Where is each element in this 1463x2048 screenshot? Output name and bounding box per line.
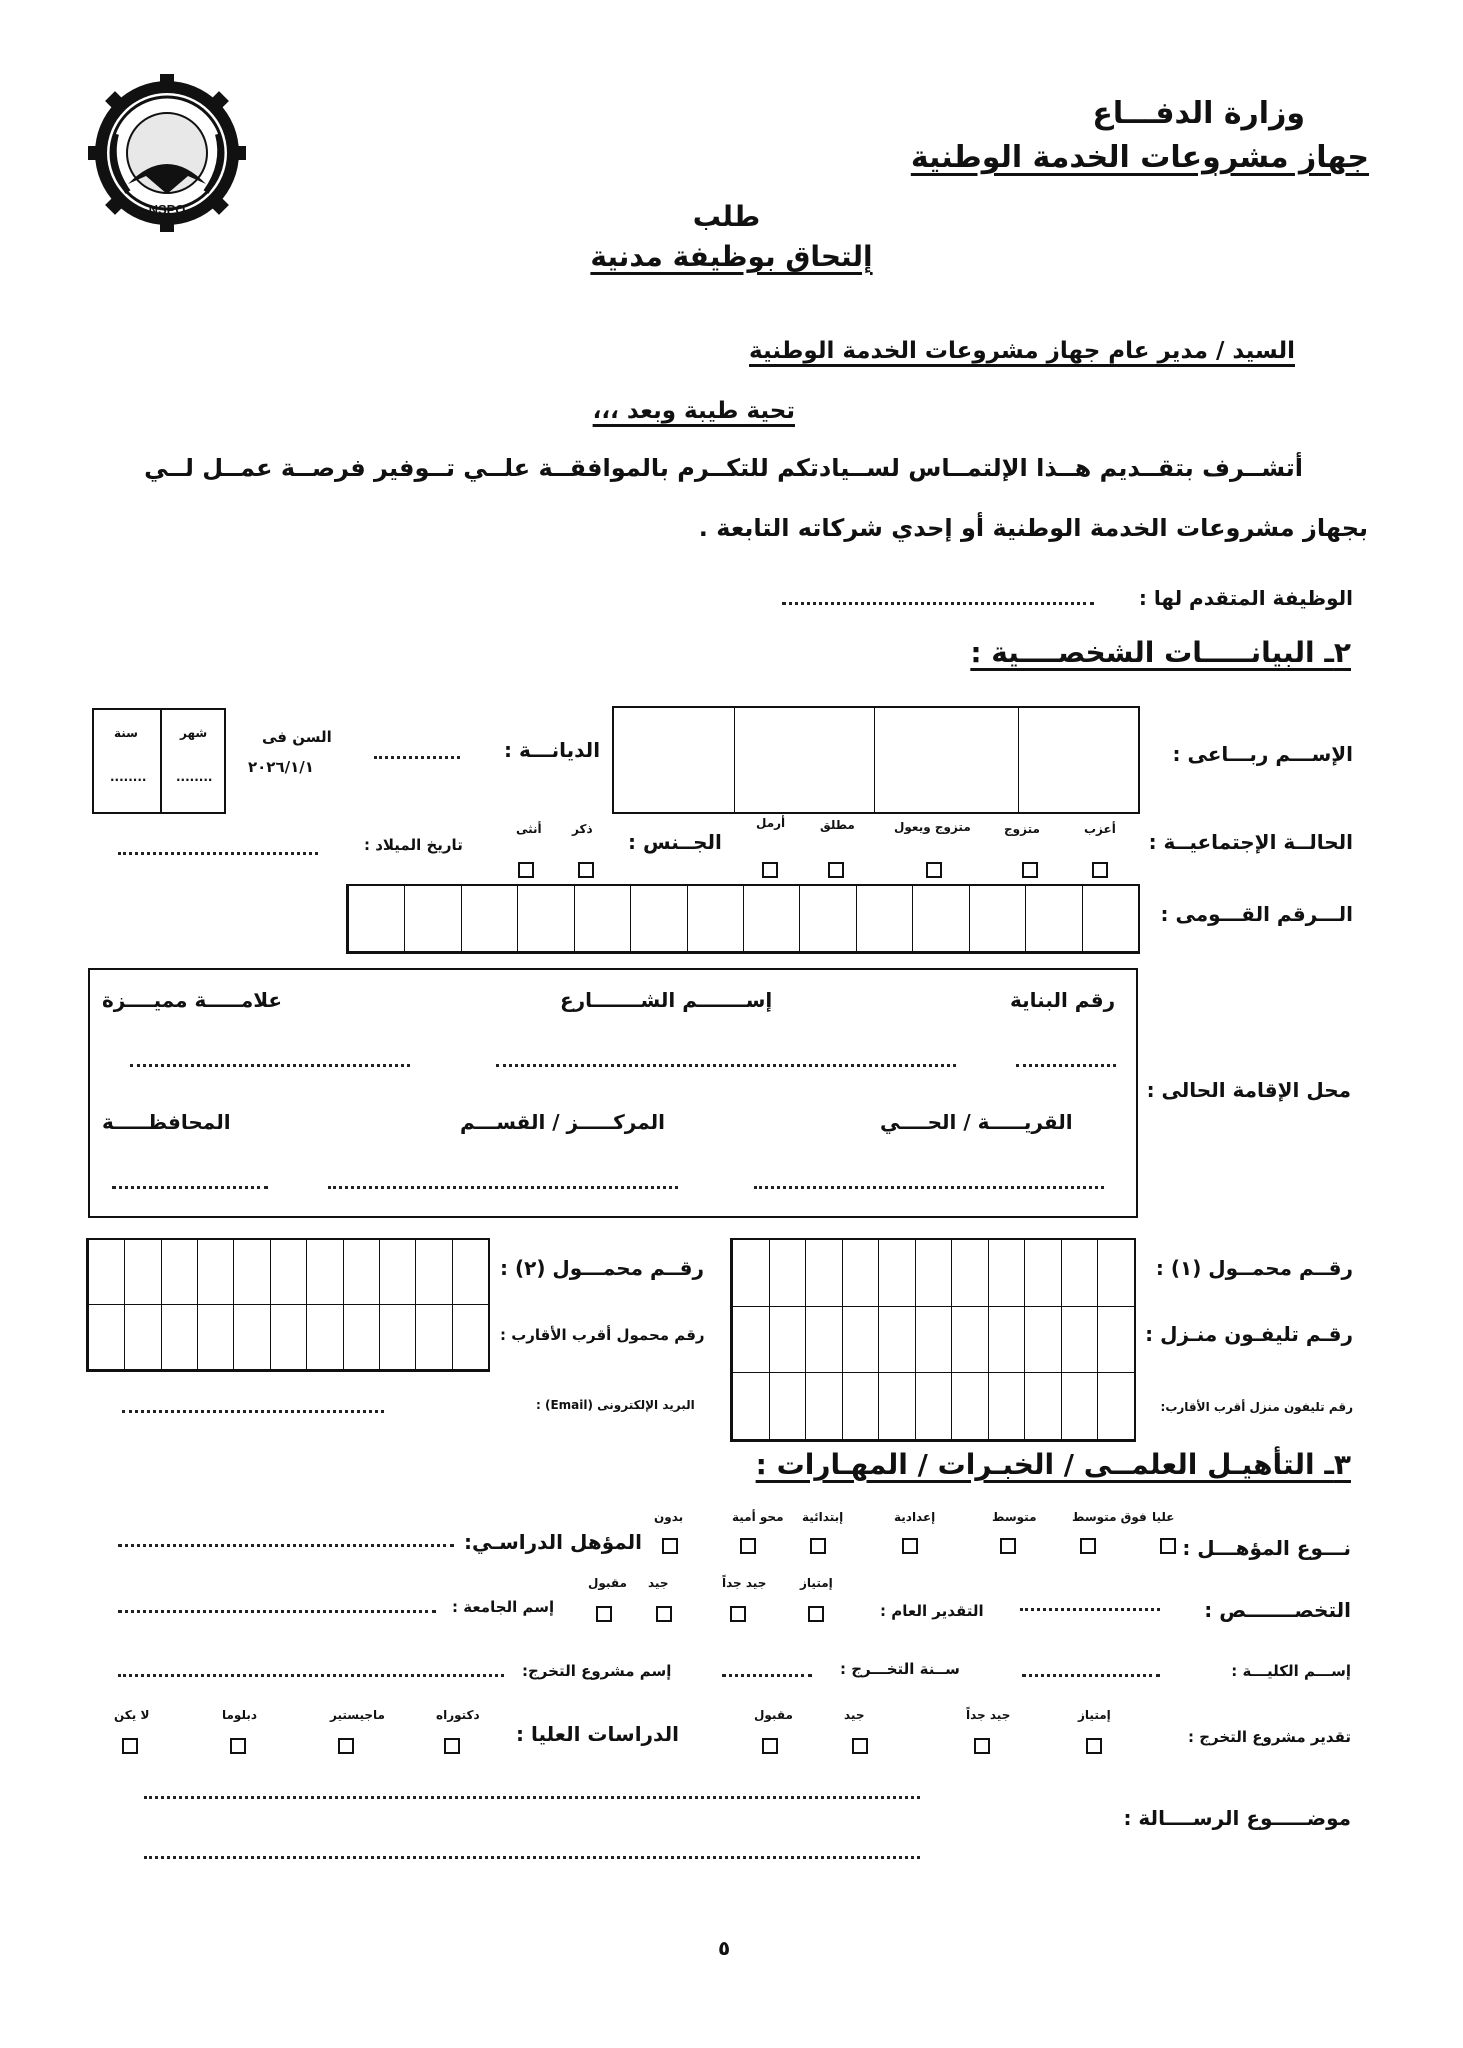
phone-grid-left[interactable] [86, 1238, 490, 1372]
job-applied-label: الوظيفة المتقدم لها : [1138, 586, 1353, 610]
phone-digit[interactable] [161, 1305, 197, 1370]
grad-year-label: ســنة التخـــرج : [840, 1660, 960, 1678]
phone-digit[interactable] [415, 1305, 451, 1370]
gender-option-label: أنثى [516, 822, 542, 836]
phone-digit[interactable] [988, 1307, 1025, 1374]
phone-digit[interactable] [805, 1373, 842, 1440]
checkbox-postgrad-2[interactable] [230, 1738, 246, 1754]
national-id-label: الـــرقم القـــومى : [1160, 902, 1353, 926]
checkbox-widowed[interactable] [762, 862, 778, 878]
marital-option-label: متزوج ويعول [894, 820, 971, 834]
phone-digit[interactable] [197, 1240, 233, 1305]
checkbox-divorced[interactable] [828, 862, 844, 878]
email-input[interactable] [122, 1410, 384, 1413]
degree-label: المؤهل الدراسـي: [464, 1530, 643, 1554]
phone-digit[interactable] [270, 1240, 306, 1305]
overall-grade-label: التقدير العام : [880, 1602, 984, 1620]
project-grade-option-label: إمتياز [1078, 1708, 1111, 1722]
phone-digit[interactable] [1061, 1373, 1098, 1440]
home-phone-label: رقـم تليفـون منـزل : [1145, 1322, 1353, 1346]
phone-digit[interactable] [951, 1373, 988, 1440]
project-name-input[interactable] [118, 1674, 504, 1677]
birthdate-label: تاريخ الميلاد : [364, 836, 463, 854]
marital-option-label: أعزب [1084, 822, 1116, 836]
checkbox-postgrad-0[interactable] [444, 1738, 460, 1754]
phone-digit[interactable] [1024, 1240, 1061, 1307]
phone-digit[interactable] [343, 1305, 379, 1370]
name-part-1[interactable] [614, 708, 734, 812]
project-name-label: إسم مشروع التخرج: [522, 1662, 672, 1680]
phone-digit[interactable] [270, 1305, 306, 1370]
qualification-type-option-label: محو أمية [732, 1510, 784, 1524]
national-id-boxes[interactable] [346, 884, 1140, 954]
form-title: طلب [692, 200, 761, 233]
phone-digit[interactable] [915, 1373, 952, 1440]
phone-digit[interactable] [878, 1373, 915, 1440]
mobile2-label: رقــم محمـــول (٢) : [500, 1256, 704, 1280]
phone-digit[interactable] [732, 1307, 769, 1374]
landmark-input[interactable] [130, 1064, 410, 1067]
section2-title: ٢ـ البيانـــــات الشخصــــية : [970, 636, 1351, 669]
marital-option-label: متزوج [1004, 822, 1040, 836]
phone-digit[interactable] [915, 1307, 952, 1374]
letter-body-line2: بجهاز مشروعات الخدمة الوطنية أو إحدي شركاته التابعة . [698, 514, 1368, 542]
phone-digit[interactable] [415, 1240, 451, 1305]
phone-digit[interactable] [1097, 1373, 1134, 1440]
qualification-type-label: نـــوع المؤهـــل : [1182, 1536, 1351, 1560]
overall-grade-option-label: مقبول [588, 1576, 627, 1590]
religion-input[interactable] [374, 756, 460, 759]
checkbox-female[interactable] [518, 862, 534, 878]
qualification-type-option-label: بدون [654, 1510, 684, 1524]
phone-digit[interactable] [805, 1307, 842, 1374]
phone-grid-right[interactable] [730, 1238, 1136, 1442]
phone-digit[interactable] [1097, 1240, 1134, 1307]
national-id-digit[interactable] [574, 886, 630, 952]
national-id-digit[interactable] [912, 886, 968, 952]
postgrad-label: الدراسات العليا : [516, 1722, 679, 1746]
national-id-digit[interactable] [799, 886, 855, 952]
age-year-label: سنة [114, 726, 138, 740]
phone-digit[interactable] [915, 1240, 952, 1307]
specialization-label: التخصـــــــص : [1204, 1598, 1351, 1622]
page-number: ٥ [718, 1936, 731, 1960]
phone-digit[interactable] [732, 1240, 769, 1307]
phone-digit[interactable] [951, 1240, 988, 1307]
checkbox-qualification-type-4[interactable] [810, 1538, 826, 1554]
relative-home-phone-label: رقم تليفون منزل أقرب الأقارب: [1160, 1400, 1353, 1414]
phone-digit[interactable] [769, 1307, 806, 1374]
phone-digit[interactable] [732, 1373, 769, 1440]
university-label: إسم الجامعة : [452, 1598, 555, 1616]
checkbox-overall-grade-0[interactable] [808, 1606, 824, 1622]
checkbox-project-grade-2[interactable] [852, 1738, 868, 1754]
qualification-type-option-label: إبتدائية [802, 1510, 844, 1524]
overall-grade-option-label: جيد جداً [722, 1576, 767, 1590]
thesis-input-line1[interactable] [144, 1796, 920, 1799]
marital-option-label: مطلق [820, 818, 855, 832]
section3-title: ٣ـ التأهيـل العلمــى / الخبـرات / المهـارات : [755, 1448, 1351, 1481]
phone-digit[interactable] [452, 1240, 488, 1305]
checkbox-qualification-type-6[interactable] [662, 1538, 678, 1554]
age-year-input[interactable]: ........ [110, 770, 147, 784]
name-part-3[interactable] [874, 708, 1018, 812]
checkbox-qualification-type-5[interactable] [740, 1538, 756, 1554]
email-label: البريد الإلكترونى (Email) : [536, 1398, 695, 1412]
greeting: تحية طيبة وبعد ،،، [592, 398, 795, 424]
national-id-digit[interactable] [856, 886, 912, 952]
address-label: محل الإقامة الحالى : [1146, 1078, 1351, 1102]
mobile1-label: رقــم محمــول (١) : [1155, 1256, 1353, 1280]
phone-digit[interactable] [452, 1305, 488, 1370]
checkbox-qualification-type-0[interactable] [1160, 1538, 1176, 1554]
postgrad-option-label: ماجيستير [330, 1708, 385, 1722]
phone-digit[interactable] [842, 1373, 879, 1440]
village-district-input[interactable] [754, 1186, 1104, 1189]
job-applied-input[interactable] [782, 602, 1094, 605]
checkbox-married[interactable] [1022, 862, 1038, 878]
national-id-digit[interactable] [1025, 886, 1081, 952]
checkbox-overall-grade-2[interactable] [656, 1606, 672, 1622]
age-at-date: ٢٠٢٦/١/١ [248, 758, 314, 776]
phone-digit[interactable] [88, 1305, 124, 1370]
phone-digit[interactable] [1024, 1373, 1061, 1440]
phone-digit[interactable] [1024, 1307, 1061, 1374]
addressee: السيد / مدير عام جهاز مشروعات الخدمة الوطنية [749, 338, 1295, 364]
age-box [92, 708, 226, 814]
faculty-input[interactable] [1022, 1674, 1160, 1677]
street-name-input[interactable] [496, 1064, 956, 1067]
national-id-digit[interactable] [630, 886, 686, 952]
full-name-boxes[interactable] [612, 706, 1140, 814]
name-part-4[interactable] [1018, 708, 1138, 812]
checkbox-postgrad-1[interactable] [338, 1738, 354, 1754]
national-id-digit[interactable] [348, 886, 404, 952]
phone-digit[interactable] [233, 1305, 269, 1370]
checkbox-qualification-type-3[interactable] [902, 1538, 918, 1554]
phone-digit[interactable] [805, 1240, 842, 1307]
national-id-digit[interactable] [1082, 886, 1138, 952]
phone-digit[interactable] [842, 1307, 879, 1374]
phone-digit[interactable] [988, 1373, 1025, 1440]
checkbox-male[interactable] [578, 862, 594, 878]
full-name-label: الإســـم ربـــاعى : [1172, 742, 1353, 766]
national-id-digit[interactable] [404, 886, 460, 952]
national-id-digit[interactable] [687, 886, 743, 952]
age-at-label: السن فى [262, 728, 332, 746]
phone-digit[interactable] [769, 1240, 806, 1307]
organization-name: جهاز مشروعات الخدمة الوطنية [910, 140, 1369, 175]
birthdate-input[interactable] [118, 852, 318, 855]
project-grade-option-label: مقبول [754, 1708, 793, 1722]
checkbox-project-grade-1[interactable] [974, 1738, 990, 1754]
checkbox-project-grade-0[interactable] [1086, 1738, 1102, 1754]
checkbox-overall-grade-3[interactable] [596, 1606, 612, 1622]
center-section-label: المركـــــز / القســـم [460, 1110, 665, 1134]
gender-label: الجــنس : [628, 830, 722, 854]
gender-option-label: ذكر [572, 822, 593, 836]
university-input[interactable] [118, 1610, 436, 1613]
thesis-input-line2[interactable] [144, 1856, 920, 1859]
religion-label: الديانـــة : [504, 738, 601, 762]
project-grade-option-label: جيد [844, 1708, 865, 1722]
phone-digit[interactable] [379, 1240, 415, 1305]
letter-body-line1: أتشــرف بتقــديم هــذا الإلتمــاس لســيادتكم للتكــرم بالموافقــة علــي تــوفير فرصــة عمــل لــي [144, 454, 1303, 482]
overall-grade-option-label: جيد [648, 1576, 669, 1590]
checkbox-married-dependents[interactable] [926, 862, 942, 878]
phone-digit[interactable] [306, 1305, 342, 1370]
phone-digit[interactable] [379, 1305, 415, 1370]
age-month-label: شهر [180, 726, 208, 740]
phone-digit[interactable] [1061, 1307, 1098, 1374]
degree-input[interactable] [118, 1544, 454, 1547]
svg-text:NSPO: NSPO [148, 202, 186, 217]
project-grade-label: تقدير مشروع التخرج : [1187, 1728, 1351, 1746]
phone-digit[interactable] [1061, 1240, 1098, 1307]
phone-digit[interactable] [1097, 1307, 1134, 1374]
postgrad-option-label: دكتوراه [436, 1708, 480, 1722]
phone-digit[interactable] [878, 1307, 915, 1374]
street-name-label: إســـــــم الشـــــــارع [560, 988, 773, 1012]
specialization-input[interactable] [1020, 1608, 1160, 1611]
checkbox-project-grade-3[interactable] [762, 1738, 778, 1754]
phone-digit[interactable] [124, 1305, 160, 1370]
marital-option-label: أرمل [756, 816, 786, 830]
national-id-digit[interactable] [461, 886, 517, 952]
project-grade-option-label: جيد جداً [966, 1708, 1011, 1722]
phone-digit[interactable] [161, 1240, 197, 1305]
checkbox-postgrad-3[interactable] [122, 1738, 138, 1754]
phone-digit[interactable] [124, 1240, 160, 1305]
phone-digit[interactable] [88, 1240, 124, 1305]
qualification-type-option-label: عليا [1152, 1510, 1175, 1524]
phone-digit[interactable] [988, 1240, 1025, 1307]
overall-grade-option-label: إمتياز [800, 1576, 833, 1590]
relative-mobile-label: رقم محمول أقرب الأقارب : [500, 1326, 705, 1344]
marital-status-label: الحالــة الإجتماعيــة : [1148, 830, 1353, 854]
name-part-2[interactable] [734, 708, 874, 812]
phone-digit[interactable] [842, 1240, 879, 1307]
national-id-digit[interactable] [517, 886, 573, 952]
national-id-digit[interactable] [969, 886, 1025, 952]
phone-digit[interactable] [878, 1240, 915, 1307]
age-month-input[interactable]: ........ [176, 770, 213, 784]
postgrad-option-label: لا يكن [114, 1708, 150, 1722]
phone-digit[interactable] [951, 1307, 988, 1374]
building-number-input[interactable] [1016, 1064, 1116, 1067]
phone-digit[interactable] [197, 1305, 233, 1370]
governorate-label: المحافظـــــة [102, 1110, 231, 1134]
governorate-input[interactable] [112, 1186, 268, 1189]
checkbox-qualification-type-2[interactable] [1000, 1538, 1016, 1554]
center-section-input[interactable] [328, 1186, 678, 1189]
postgrad-option-label: دبلوما [222, 1708, 258, 1722]
phone-digit[interactable] [769, 1373, 806, 1440]
checkbox-qualification-type-1[interactable] [1080, 1538, 1096, 1554]
landmark-label: علامـــــة مميــــزة [102, 988, 283, 1012]
faculty-label: إســـم الكليـــة : [1231, 1662, 1351, 1680]
grad-year-input[interactable] [722, 1674, 812, 1677]
ministry-name: وزارة الدفـــاع [1092, 96, 1305, 131]
qualification-type-option-label: فوق متوسط [1072, 1510, 1147, 1524]
qualification-type-option-label: متوسط [992, 1510, 1037, 1524]
phone-digit[interactable] [306, 1240, 342, 1305]
checkbox-single[interactable] [1092, 862, 1108, 878]
phone-digit[interactable] [343, 1240, 379, 1305]
qualification-type-option-label: إعدادية [894, 1510, 936, 1524]
building-number-label: رقم البناية [1010, 988, 1116, 1012]
national-id-digit[interactable] [743, 886, 799, 952]
phone-digit[interactable] [233, 1240, 269, 1305]
form-subtitle: إلتحاق بوظيفة مدنية [590, 240, 873, 273]
thesis-label: موضـــــوع الرســــالة : [1123, 1806, 1351, 1830]
village-district-label: القريـــــة / الحــــي [880, 1110, 1073, 1134]
checkbox-overall-grade-1[interactable] [730, 1606, 746, 1622]
